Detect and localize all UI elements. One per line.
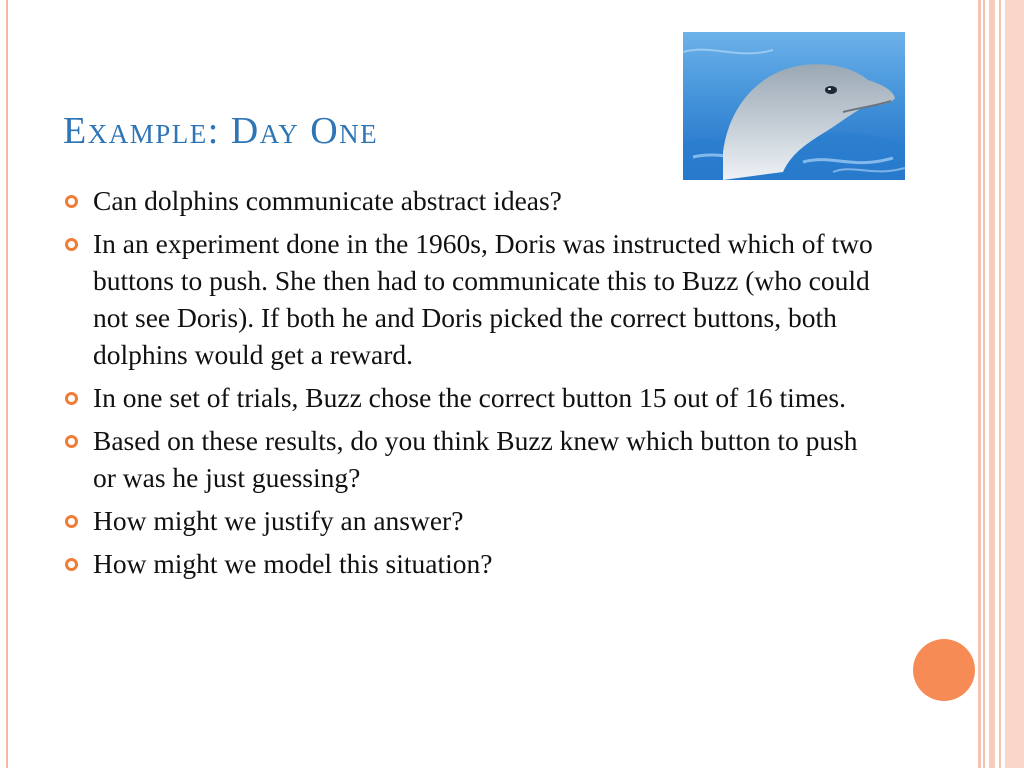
dolphin-photo xyxy=(683,32,905,180)
slide-title: Example: Day One xyxy=(63,110,379,152)
left-border-line xyxy=(0,0,8,768)
bullet-item xyxy=(62,422,882,496)
bullet-circle-icon xyxy=(65,558,78,571)
bullet-item xyxy=(62,545,882,582)
bullet-text: How might we justify an answer? xyxy=(93,505,464,536)
bullet-text: In one set of trials, Buzz chose the correct button 15 out of 16 times. xyxy=(93,382,847,413)
bullet-circle-icon xyxy=(65,238,78,251)
accent-circle xyxy=(913,639,975,701)
bullet-item xyxy=(62,379,882,416)
bullet-circle-icon xyxy=(65,435,78,448)
bullet-circle-icon xyxy=(65,195,78,208)
bullet-item xyxy=(62,502,882,539)
bullet-text: In an experiment done in the 1960s, Doris was instructed which of two buttons to push. She then had to communicate this to Buzz (who could not see Doris). If both he and Doris picked the correct buttons, both dolphins would get a reward. xyxy=(93,228,873,370)
bullet-text: Can dolphins communicate abstract ideas? xyxy=(93,185,562,216)
bullet-circle-icon xyxy=(65,392,78,405)
bullet-text: Based on these results, do you think Buzz knew which button to push or was he just guessing? xyxy=(93,425,858,493)
decorative-stripes xyxy=(978,0,1024,768)
bullet-circle-icon xyxy=(65,515,78,528)
bullet-text: How might we model this situation? xyxy=(93,548,493,579)
bullet-item xyxy=(62,182,882,219)
bullet-item xyxy=(62,225,882,373)
bullet-list xyxy=(62,182,882,588)
